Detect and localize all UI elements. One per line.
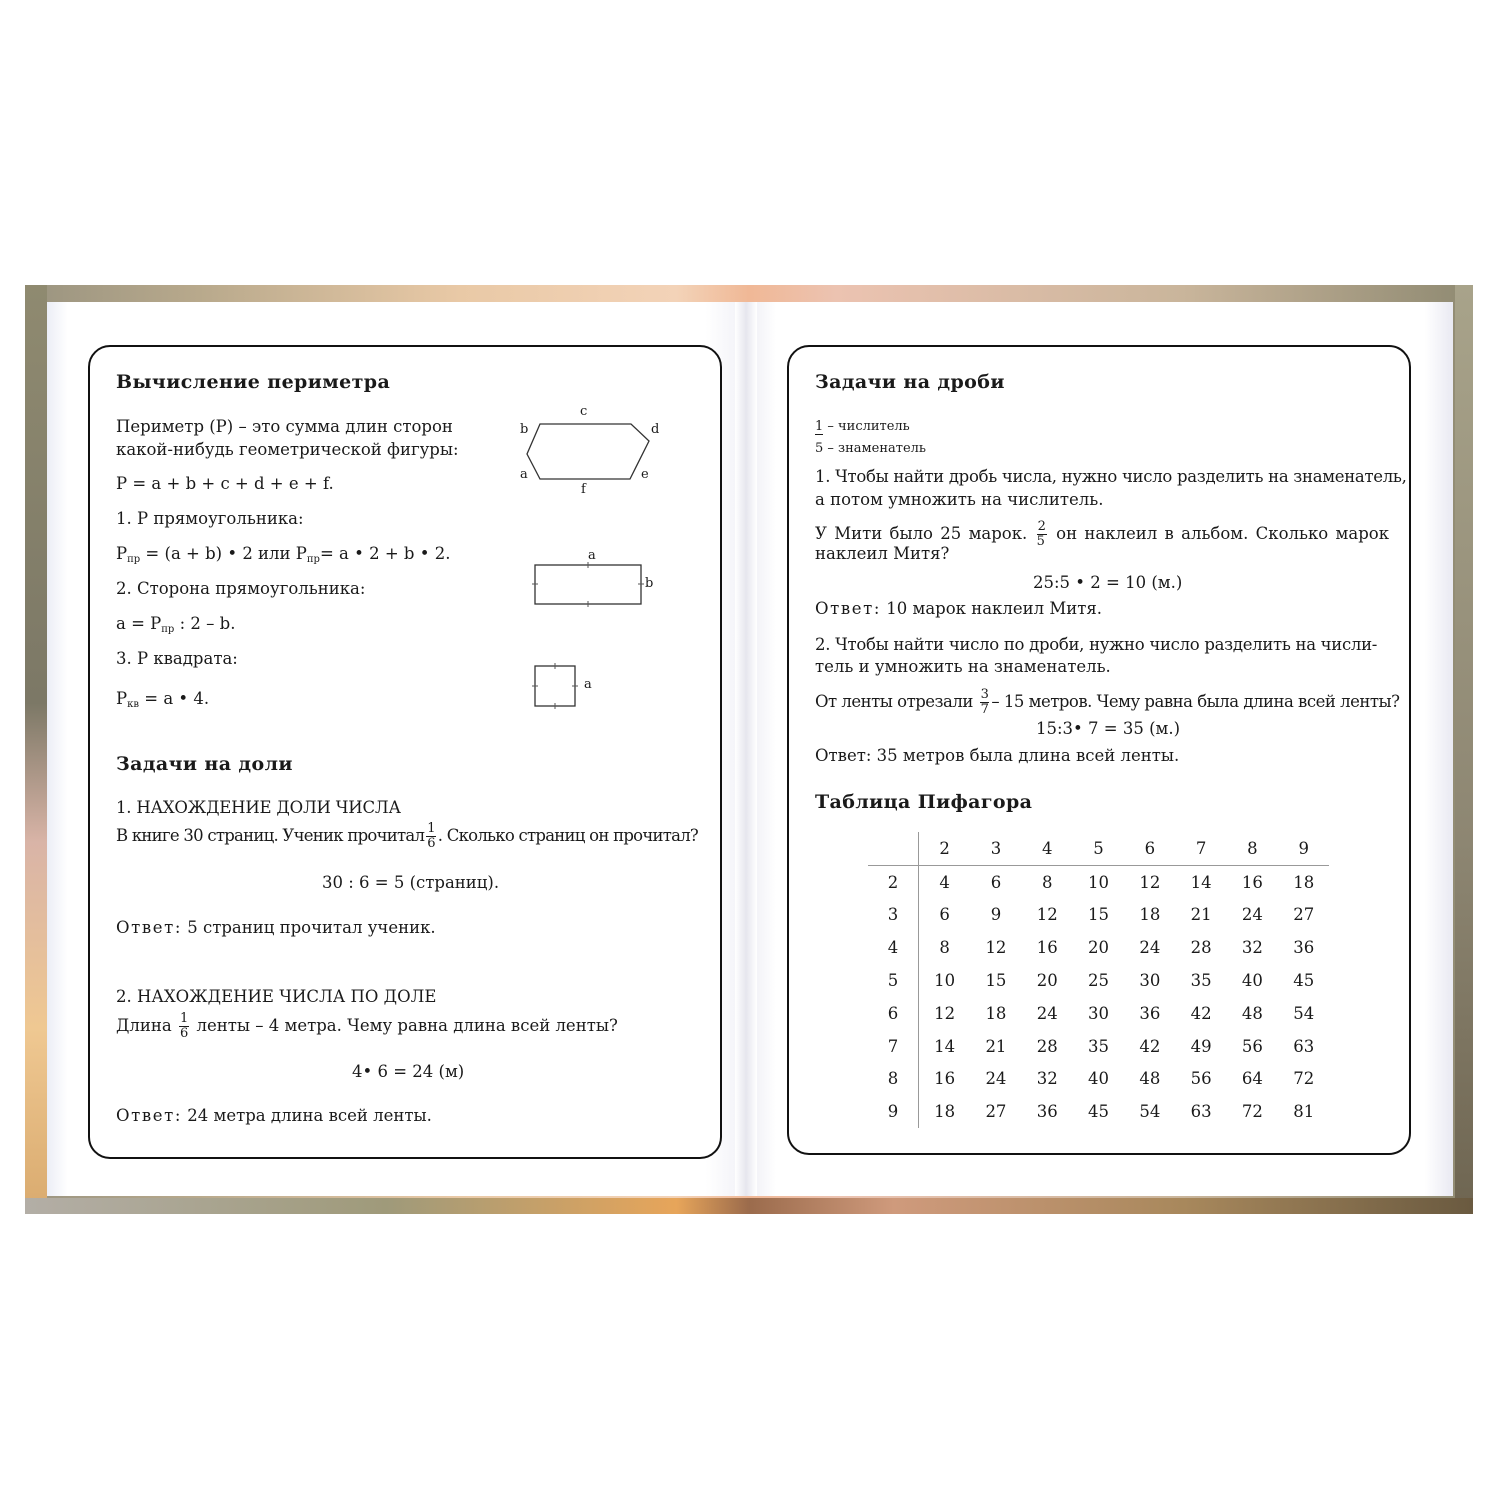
square-figure	[531, 661, 581, 711]
column-header: 4	[1022, 832, 1073, 865]
fraction-task2-text: От ленты отрезали $\frac{3}{7}$ – 15 метров. Чему равна была длина всей ленты?	[815, 687, 1400, 717]
table-cell: 49	[1190, 1036, 1212, 1056]
rectangle-side-formula: $a = P_{пр}$ : 2 – b.	[116, 614, 236, 635]
perimeter-definition-line2: какой-нибудь геометрической фигуры:	[116, 440, 459, 459]
table-cell: 8	[1041, 872, 1053, 892]
row-header: 5	[868, 964, 919, 997]
table-cell: 35	[1088, 1036, 1110, 1056]
table-cell: 8	[939, 938, 950, 958]
table-cell: 30	[1139, 971, 1161, 991]
numerator-definition: 1 – числитель	[815, 419, 910, 434]
table-cell: 36	[1293, 938, 1315, 958]
table-cell: 6	[990, 872, 1002, 892]
fraction-task1-line2: наклеил Митя?	[815, 544, 950, 563]
column-header: 7	[1175, 832, 1226, 865]
table-cell: 32	[1036, 1069, 1058, 1089]
table-cell: 32	[1241, 938, 1263, 958]
book-cover-right-edge	[1455, 285, 1473, 1214]
table-cell: 6	[939, 905, 950, 925]
table-cell: 25	[1088, 971, 1110, 991]
column-header: 6	[1124, 832, 1175, 865]
square-perimeter-formula: $P_{кв} = a$ • 4.	[116, 689, 210, 710]
table-cell: 16	[1241, 872, 1263, 892]
table-cell: 15	[1088, 905, 1110, 925]
shares-title: Задачи на доли	[116, 753, 293, 775]
table-cell: 56	[1241, 1036, 1263, 1056]
table-cell: 54	[1293, 1003, 1315, 1023]
table-cell: 72	[1241, 1102, 1263, 1122]
denominator-definition: 5 – знаменатель	[815, 441, 927, 456]
table-cell: 48	[1139, 1069, 1161, 1089]
task2-heading: 2. НАХОЖДЕНИЕ ЧИСЛА ПО ДОЛЕ	[116, 987, 437, 1006]
task2-solution: 4• 6 = 24 (м)	[352, 1062, 465, 1081]
column-header: 5	[1073, 832, 1124, 865]
table-cell: 18	[934, 1102, 956, 1122]
table-cell: 21	[985, 1036, 1007, 1056]
table-cell: 72	[1293, 1069, 1315, 1089]
hexagon-label-e: e	[641, 467, 649, 482]
column-header: 9	[1278, 832, 1329, 865]
rectangle-label-a: a	[588, 548, 596, 563]
table-cell: 54	[1139, 1102, 1161, 1122]
table-cell: 64	[1241, 1069, 1263, 1089]
pythagoras-table	[868, 832, 1329, 1128]
rectangle-figure	[530, 560, 650, 610]
table-cell: 28	[1190, 938, 1212, 958]
book-cover-left-edge	[25, 285, 47, 1214]
fraction-one-sixth: $\frac{1}{6}$	[427, 821, 435, 851]
table-cell: 40	[1088, 1069, 1110, 1089]
table-cell: 30	[1088, 1003, 1110, 1023]
task1-text: В книге 30 страниц. Ученик прочитал $\frac{1}{6}$ . Сколько страниц он прочитал?	[116, 821, 699, 851]
fraction-one-sixth: $\frac{1}{6}$	[179, 1011, 189, 1041]
table-cell: 18	[1293, 872, 1315, 892]
task2-answer: Ответ: 24 метра длина всей ленты.	[116, 1106, 432, 1125]
table-cell: 20	[1088, 938, 1110, 958]
rectangle-perimeter-heading: 1. P прямоугольника:	[116, 509, 304, 528]
table-cell: 63	[1190, 1102, 1212, 1122]
table-cell: 48	[1241, 1003, 1263, 1023]
rectangle-perimeter-formula: $P_{пр} = (a + b)$ • 2 или $P_{пр}= a$ • 2 + b • 2.	[116, 544, 451, 565]
table-row	[868, 1030, 1329, 1063]
table-cell: 36	[1036, 1102, 1058, 1122]
table-row	[868, 964, 1329, 997]
table-cell: 10	[934, 971, 956, 991]
fraction-task2-answer: Ответ: 35 метров была длина всей ленты.	[815, 746, 1180, 765]
rectangle-label-b: b	[645, 576, 654, 591]
fraction-three-sevenths: $\frac{3}{7}$	[980, 687, 989, 717]
row-header: 2	[868, 865, 919, 898]
perimeter-formula: P = a + b + c + d + e + f.	[116, 474, 334, 493]
table-cell: 21	[1190, 905, 1212, 925]
table-row	[868, 865, 1329, 898]
fractions-title: Задачи на дроби	[815, 371, 1005, 393]
row-header: 6	[868, 997, 919, 1030]
table-cell: 24	[1241, 905, 1263, 925]
row-header: 4	[868, 931, 919, 964]
table-cell: 35	[1190, 971, 1212, 991]
task2-text: Длина $\frac{1}{6}$ ленты – 4 метра. Чему равна длина всей ленты?	[116, 1011, 618, 1041]
table-cell: 12	[934, 1003, 956, 1023]
fraction-task1-solution: 25:5 • 2 = 10 (м.)	[1033, 573, 1183, 592]
table-header-row	[868, 832, 1329, 865]
column-header: 8	[1227, 832, 1278, 865]
table-cell: 18	[985, 1003, 1007, 1023]
table-cell: 81	[1293, 1102, 1315, 1122]
table-cell: 12	[1036, 905, 1058, 925]
table-row	[868, 899, 1329, 932]
task1-solution: 30 : 6 = 5 (страниц).	[322, 873, 500, 892]
table-cell: 15	[985, 971, 1007, 991]
table-cell: 10	[1088, 872, 1110, 892]
book-cover-bottom-edge	[25, 1198, 1473, 1214]
table-cell: 24	[1036, 1003, 1058, 1023]
table-cell: 9	[990, 905, 1002, 925]
table-cell: 24	[985, 1069, 1007, 1089]
row-header: 9	[868, 1095, 919, 1128]
table-cell: 12	[1139, 872, 1161, 892]
square-label-a: a	[584, 677, 592, 692]
table-cell: 36	[1139, 1003, 1161, 1023]
rule2-line2: тель и умножить на знаменатель.	[815, 657, 1111, 676]
fraction-task1-answer: Ответ: 10 марок наклеил Митя.	[815, 599, 1103, 618]
table-cell: 45	[1293, 971, 1315, 991]
table-cell: 16	[934, 1069, 956, 1089]
rectangle-side-heading: 2. Сторона прямоугольника:	[116, 579, 366, 598]
table-cell: 27	[1293, 905, 1315, 925]
table-row	[868, 997, 1329, 1030]
table-cell: 27	[985, 1102, 1007, 1122]
task1-heading: 1. НАХОЖДЕНИЕ ДОЛИ ЧИСЛА	[116, 798, 401, 817]
table-corner-cell	[868, 832, 919, 865]
rule1-line1: 1. Чтобы найти дробь числа, нужно число разделить на знаменатель,	[815, 467, 1407, 486]
table-cell: 14	[1190, 872, 1212, 892]
row-header: 8	[868, 1063, 919, 1096]
table-cell: 16	[1036, 938, 1058, 958]
table-row	[868, 1095, 1329, 1128]
column-header: 3	[970, 832, 1021, 865]
perimeter-definition-line1: Периметр (P) – это сумма длин сторон	[116, 417, 453, 436]
table-cell: 45	[1088, 1102, 1110, 1122]
table-cell: 40	[1241, 971, 1263, 991]
table-cell: 14	[934, 1036, 956, 1056]
table-cell: 12	[985, 938, 1007, 958]
table-row	[868, 1063, 1329, 1096]
hexagon-label-b: b	[520, 422, 529, 437]
table-cell: 56	[1190, 1069, 1212, 1089]
pythagoras-title: Таблица Пифагора	[815, 791, 1033, 813]
table-row	[868, 931, 1329, 964]
column-header: 2	[919, 832, 971, 865]
table-cell: 28	[1036, 1036, 1058, 1056]
table-cell: 24	[1139, 938, 1161, 958]
hexagon-figure	[520, 416, 660, 486]
table-cell: 4	[939, 872, 950, 892]
book-gutter	[735, 302, 757, 1196]
fraction-task2-solution: 15:3• 7 = 35 (м.)	[1036, 719, 1181, 738]
square-perimeter-heading: 3. P квадрата:	[116, 649, 238, 668]
table-cell: 18	[1139, 905, 1161, 925]
rule1-line2: а потом умножить на числитель.	[815, 490, 1104, 509]
fraction-task1-text: У Мити было 25 марок. $\frac{2}{5}$ он наклеил в альбом. Сколько марок	[815, 519, 1390, 549]
rule2-line1: 2. Чтобы найти число по дроби, нужно число разделить на числи-	[815, 635, 1378, 654]
hexagon-label-d: d	[651, 422, 660, 437]
fraction-two-fifths: $\frac{2}{5}$	[1036, 519, 1046, 549]
table-cell: 63	[1293, 1036, 1315, 1056]
task1-answer: Ответ: 5 страниц прочитал ученик.	[116, 918, 436, 937]
table-cell: 42	[1190, 1003, 1212, 1023]
hexagon-label-a: a	[520, 467, 528, 482]
row-header: 3	[868, 899, 919, 932]
hexagon-label-f: f	[581, 482, 586, 497]
table-cell: 42	[1139, 1036, 1161, 1056]
hexagon-label-c: c	[580, 404, 588, 419]
table-cell: 20	[1036, 971, 1058, 991]
row-header: 7	[868, 1030, 919, 1063]
perimeter-title: Вычисление периметра	[116, 371, 391, 393]
